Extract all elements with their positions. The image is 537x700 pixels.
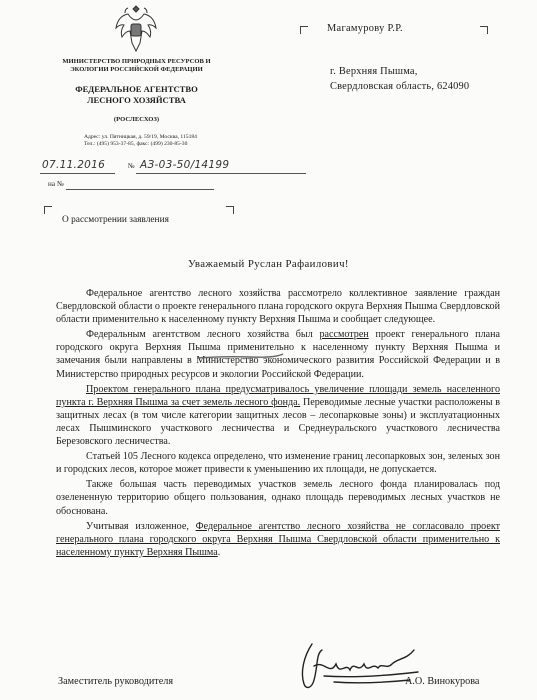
p2-text-c: проект генерального плана городского округа Верхняя Пышма применительно к населенному пункту Верхняя Пышма и замечания были направлены в Министерство экономического развития Российской Федерации и в Министерство природных ресурсов и экологии Российской Федерации. [56,329,500,380]
paragraph-3 [56,383,500,448]
reference-label: на № [48,180,64,188]
greeting: Уважаемый Руслан Рафаилович! [188,258,349,270]
agency-name [44,84,229,105]
phone-line: Тел.: (495) 953-37-85, факс: (499) 230-85-30 [84,141,188,147]
number-prefix: № [128,162,135,170]
recipient-region: Свердловская область, 624090 [330,81,470,92]
signatory-title: Заместитель руководителя [58,676,174,687]
letter-body [56,287,500,561]
p2-text-a: Федеральным агентством лесного хозяйства был [86,329,320,341]
signatory-name: А.О. Винокурова [405,676,480,687]
agency-name-line2: ЛЕСНОГО ХОЗЯЙСТВА [87,94,186,105]
paragraph-5: Также большая часть переводимых участков земель лесного фонда планировалась под озелененную территорию общего пользования, однако площадь переводимых лесных участков не обоснована. [56,479,500,517]
p6-text-a: Учитывая изложенное, [86,520,196,532]
agency-short-name: (РОСЛЕСХОЗ) [113,116,160,123]
coat-of-arms-emblem [114,2,158,52]
recipient-name: Магамурову Р.Р. [327,23,403,34]
paragraph-4: Статьей 105 Лесного кодекса определено, что изменение границ лесопарковых зон, зеленых зон и городских лесов, которое может привести к уменьшению их площади, не допускается. [56,451,500,476]
ministry-name: МИНИСТЕРСТВО ПРИРОДНЫХ РЕСУРСОВ И ЭКОЛОГИИ РОССИЙСКОЙ ФЕДЕРАЦИИ [62,58,211,73]
registration-number: АЗ-03-50/14199 [140,159,230,171]
subject-corner-right [226,206,234,214]
recipient-city: г. Верхняя Пышма, [330,66,418,77]
p6-end: . [217,546,221,558]
sender-address [84,134,264,148]
agency-name-line1: ФЕДЕРАЛЬНОЕ АГЕНТСТВО [75,84,198,94]
paragraph-6 [56,520,500,559]
subject-corner-left [44,206,52,214]
p3-text: Переводимые лесные участки расположены в защитных лесах (в том числе категории защитных лесов – лесопарковые зоны) и эксплуатационных лесах Пышминского участкового лесничества и Среднеуральского участкового лесничества Березовского лесничества. [56,396,500,448]
paragraph-1: Федеральное агентство лесного хозяйства рассмотрело коллективное заявление граждан Свердловской области о проекте генерального плана городского округа Верхняя Пышма Свердловской области применительно к населенному пункту Верхняя Пышма и сообщает следующее. [56,288,500,326]
recipient-corner-right [480,26,488,34]
date-rule [40,173,115,174]
p3-underlined: Проектом генерального плана предусматривалось увеличение площади земель населенного пункта г. Верхняя Пышма за счет земель лесного фонда. [56,383,500,408]
number-rule [136,173,306,174]
letter-subject: О рассмотрении заявления [62,215,169,225]
pen-underline-mark [195,348,285,362]
reference-rule [66,189,214,190]
registration-line [40,159,300,175]
recipient-corner-left [300,26,308,34]
address-line: Адрес: ул. Пятницкая, д. 59/19, Москва, 115184 [84,134,197,140]
registration-date: 07.11.2016 [42,159,106,171]
recipient-address [330,64,469,94]
p6-underlined: Федеральное агентство лесного хозяйства не согласовало проект генерального плана городского округа Верхняя Пышма Свердловской области применительно к населенному пункту Верхняя Пышма [56,520,501,558]
p2-underlined-word: рассмотрен [319,329,369,341]
